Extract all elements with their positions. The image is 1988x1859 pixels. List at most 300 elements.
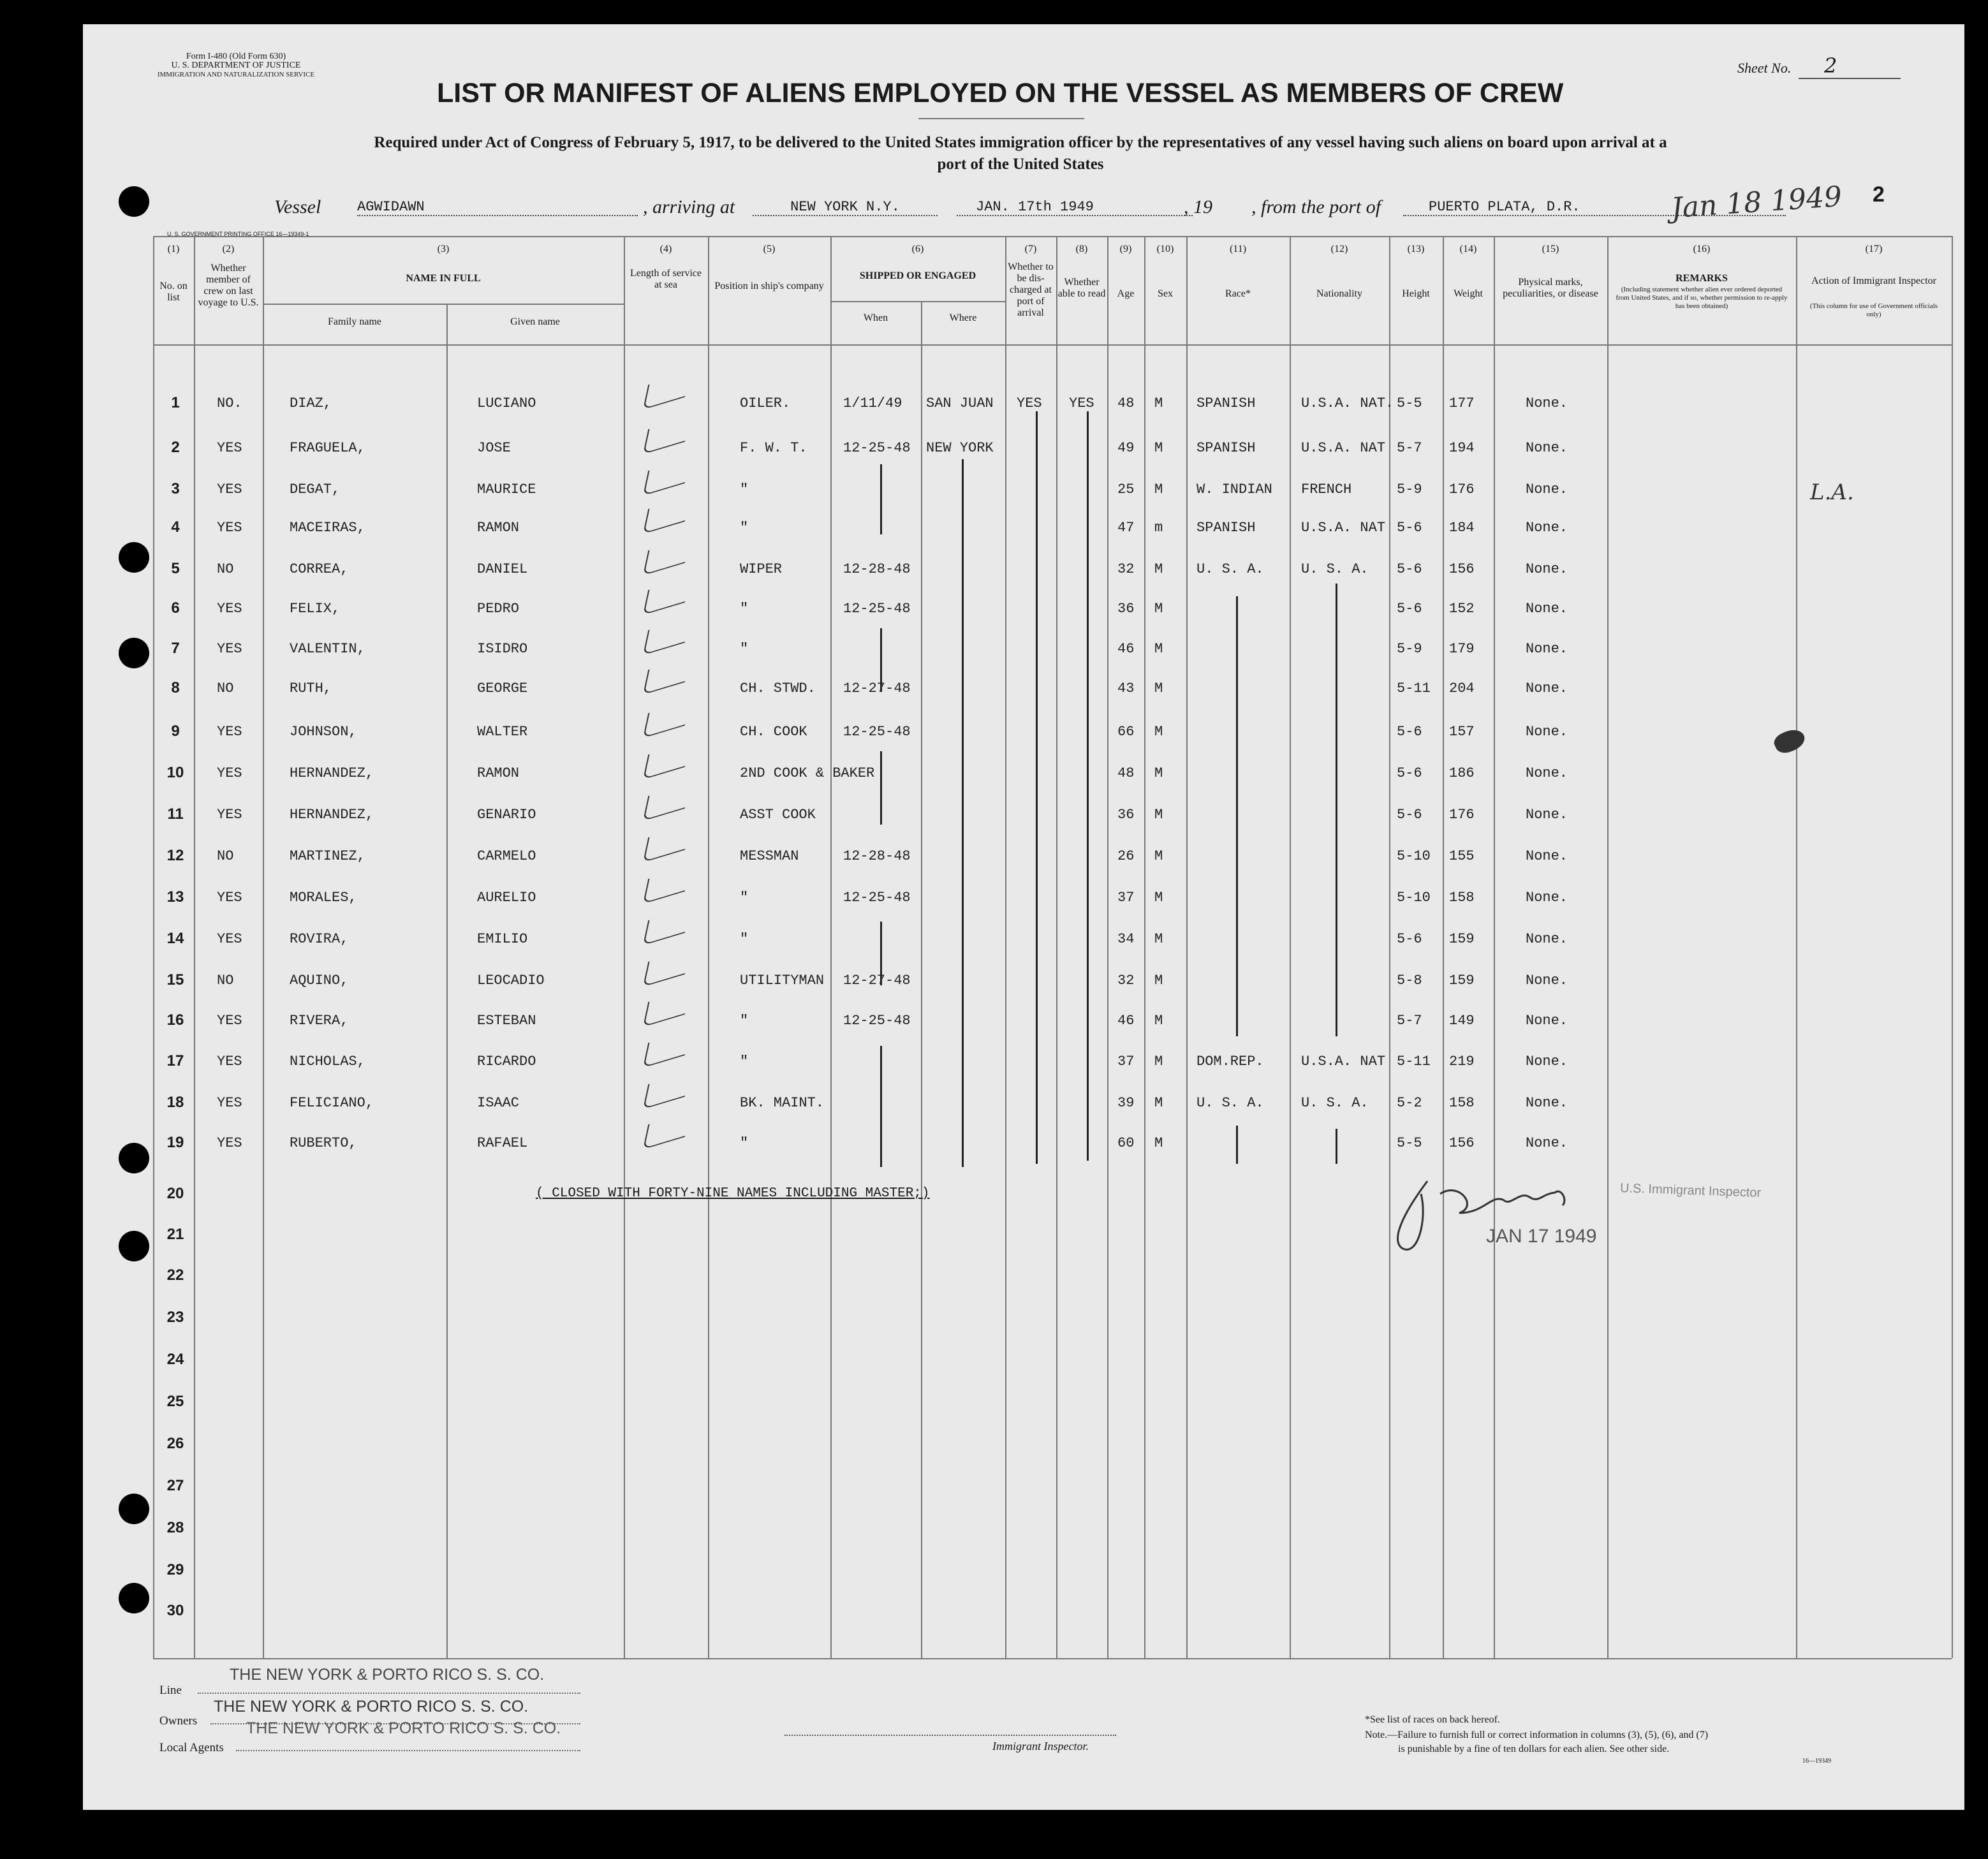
cell-prev: NO	[217, 680, 234, 696]
cell-sex: M	[1154, 601, 1163, 617]
cell-when: 12-27-48	[843, 680, 911, 696]
cell-height: 5-5	[1397, 1135, 1422, 1151]
col-num-12: (12)	[1330, 244, 1348, 254]
cell-weight: 194	[1449, 440, 1475, 456]
row-number: 19	[166, 1134, 184, 1151]
inspector-stamp: U.S. Immigrant Inspector	[1619, 1181, 1762, 1200]
column-divider	[1186, 236, 1188, 1658]
cell-sex: M	[1154, 1013, 1163, 1029]
cell-age: 48	[1117, 395, 1135, 411]
col-header-position: Position in ship's company	[714, 281, 824, 291]
cell-marks: None.	[1526, 641, 1568, 657]
col-header-given: Given name	[510, 316, 560, 327]
cell-race: U. S. A.	[1196, 561, 1264, 577]
agents-label: Local Agents	[159, 1741, 224, 1754]
cell-height: 5-10	[1397, 890, 1431, 906]
cell-age: 32	[1117, 973, 1135, 988]
cell-weight: 176	[1449, 807, 1475, 823]
from-port-label: , from the port of	[1251, 196, 1381, 217]
line-value: THE NEW YORK & PORTO RICO S. S. CO.	[230, 1666, 545, 1684]
ditto-mark	[880, 922, 883, 985]
cell-marks: None.	[1526, 601, 1568, 617]
cell-weight: 204	[1449, 680, 1475, 696]
year-label: , 19	[1184, 196, 1212, 217]
cell-sex: M	[1154, 973, 1163, 988]
stamp-date: JAN 17 1949	[1486, 1226, 1597, 1247]
column-divider	[1443, 236, 1444, 1658]
cell-given: ISIDRO	[477, 641, 528, 657]
col-header-inspector-note: (This column for use of Government officials only)	[1809, 302, 1938, 318]
ditto-mark	[1236, 1126, 1239, 1164]
column-divider	[194, 236, 195, 1658]
inspector-signature-rule	[784, 1735, 1116, 1736]
cell-age: 60	[1117, 1135, 1135, 1151]
row-number: 7	[171, 640, 180, 657]
cell-sex: M	[1154, 807, 1163, 823]
col-num-2: (2)	[222, 244, 235, 254]
cell-marks: None.	[1526, 481, 1568, 497]
cell-marks: None.	[1526, 973, 1568, 988]
cell-given: GEORGE	[477, 680, 528, 696]
col-num-13: (13)	[1407, 244, 1425, 254]
cell-age: 36	[1117, 601, 1135, 617]
cell-position: CH. STWD.	[740, 680, 816, 696]
vessel-label: Vessel	[274, 196, 321, 217]
column-divider	[921, 301, 922, 1658]
table-bottom-border	[153, 1658, 1952, 1659]
col-header-weight: Weight	[1454, 288, 1483, 299]
ditto-mark	[962, 459, 965, 1167]
cell-age: 49	[1117, 440, 1135, 456]
printing-office-note: U. S. GOVERNMENT PRINTING OFFICE 16—19349-1	[167, 231, 309, 237]
col-header-no: No. on list	[159, 281, 188, 303]
cell-sex: M	[1154, 1095, 1163, 1111]
sheet-number: 2	[1799, 54, 1901, 79]
cell-position: "	[740, 890, 749, 906]
cell-age: 46	[1117, 1013, 1135, 1029]
arriving-label: , arriving at	[643, 196, 735, 217]
cell-sex: m	[1154, 520, 1163, 536]
cell-height: 5-9	[1397, 641, 1422, 657]
col-num-7: (7)	[1024, 244, 1037, 254]
binder-hole	[119, 1583, 149, 1613]
cell-family: AQUINO,	[290, 973, 349, 988]
cell-prev: YES	[217, 931, 242, 947]
cell-position: "	[740, 931, 749, 947]
cell-race: SPANISH	[1196, 520, 1256, 536]
cell-marks: None.	[1526, 395, 1568, 411]
cell-position: F. W. T.	[740, 440, 807, 456]
cell-marks: None.	[1526, 724, 1568, 740]
cell-nationality: U.S.A. NAT.	[1301, 395, 1394, 411]
row-number: 16	[166, 1011, 184, 1029]
cell-given: RAMON	[477, 765, 520, 781]
cell-family: VALENTIN,	[290, 641, 365, 657]
column-divider	[1005, 236, 1006, 1658]
binder-hole	[119, 1494, 149, 1524]
binder-hole	[119, 638, 149, 668]
line-rule	[198, 1693, 580, 1694]
cell-given: MAURICE	[477, 481, 536, 497]
cell-family: HERNANDEZ,	[290, 765, 374, 781]
row-number: 27	[166, 1477, 184, 1494]
row-number: 6	[171, 599, 180, 617]
cell-family: DIAZ,	[290, 395, 332, 411]
cell-weight: 159	[1449, 973, 1475, 988]
cell-given: ESTEBAN	[477, 1013, 536, 1029]
cell-marks: None.	[1526, 931, 1568, 947]
col-header-discharged: Whether to be dis-charged at port of arrival	[1008, 261, 1054, 318]
cell-nationality: U.S.A. NAT	[1301, 1054, 1386, 1069]
cell-position: "	[740, 601, 749, 617]
cell-height: 5-9	[1397, 481, 1422, 497]
arriving-place: NEW YORK N.Y.	[753, 199, 938, 216]
cell-given: RAMON	[477, 520, 520, 536]
row-number: 9	[171, 723, 180, 740]
cell-weight: 186	[1449, 765, 1475, 781]
cell-family: JOHNSON,	[290, 724, 357, 740]
row-number: 20	[166, 1185, 184, 1202]
title-underline	[918, 118, 1084, 119]
col-header-shipped: SHIPPED OR ENGAGED	[859, 270, 976, 281]
column-divider	[1952, 236, 1953, 1658]
cell-race: SPANISH	[1196, 440, 1256, 456]
cell-sex: M	[1154, 440, 1163, 456]
cell-given: PEDRO	[477, 601, 520, 617]
col-header-sex: Sex	[1158, 288, 1173, 299]
cell-weight: 156	[1449, 561, 1475, 577]
col-header-family: Family name	[328, 316, 381, 327]
form-number: Form I-480 (Old Form 630)	[186, 52, 286, 61]
fine-note-1: Note.—Failure to furnish full or correct information in columns (3), (5), (6), and (7)	[1365, 1730, 1709, 1740]
cell-nationality: U.S.A. NAT	[1301, 440, 1386, 456]
cell-weight: 177	[1449, 395, 1475, 411]
cell-prev: NO.	[217, 395, 242, 411]
cell-marks: None.	[1526, 680, 1568, 696]
cell-prev: NO	[217, 848, 234, 864]
cell-age: 34	[1117, 931, 1135, 947]
col-header-read: Whether able to read	[1057, 277, 1106, 299]
cell-position: "	[740, 1135, 749, 1151]
row-number: 1	[171, 394, 180, 411]
cell-height: 5-5	[1397, 395, 1422, 411]
row-number: 23	[166, 1309, 184, 1326]
cell-given: WALTER	[477, 724, 528, 740]
ditto-mark	[1236, 596, 1239, 1036]
cell-position: WIPER	[740, 561, 783, 577]
cell-family: HERNANDEZ,	[290, 807, 374, 823]
form-subtitle-2: port of the United States	[937, 156, 1104, 173]
row-number: 30	[166, 1602, 184, 1619]
binder-hole	[119, 1231, 149, 1261]
cell-age: 46	[1117, 641, 1135, 657]
cell-given: GENARIO	[477, 807, 536, 823]
row-number: 26	[166, 1435, 184, 1452]
cell-family: DEGAT,	[290, 481, 341, 497]
cell-when: 12-28-48	[843, 848, 911, 864]
cell-marks: None.	[1526, 520, 1568, 536]
cell-where: NEW YORK	[926, 440, 994, 456]
cell-family: RIVERA,	[290, 1013, 349, 1029]
cell-weight: 159	[1449, 931, 1475, 947]
cell-position: "	[740, 520, 749, 536]
cell-weight: 149	[1449, 1013, 1475, 1029]
cell-prev: YES	[217, 641, 242, 657]
row-number: 15	[166, 971, 184, 988]
handwritten-date: Jan 18 1949	[1670, 180, 1843, 225]
binder-hole	[119, 542, 149, 573]
cell-family: FRAGUELA,	[290, 440, 365, 456]
binder-hole	[119, 186, 149, 217]
row-number: 22	[166, 1267, 184, 1284]
cell-family: ROVIRA,	[290, 931, 349, 947]
row-number: 12	[166, 847, 184, 864]
column-divider	[1389, 236, 1390, 1658]
row-number: 14	[166, 930, 184, 947]
department-name: U. S. DEPARTMENT OF JUSTICE	[171, 61, 301, 70]
cell-given: LUCIANO	[477, 395, 536, 411]
closing-note: ( CLOSED WITH FORTY-NINE NAMES INCLUDING MASTER;)	[536, 1186, 930, 1201]
cell-marks: None.	[1526, 807, 1568, 823]
cell-weight: 158	[1449, 1095, 1475, 1111]
cell-prev: YES	[217, 481, 242, 497]
inspector-initials: L.A.	[1810, 480, 1854, 505]
cell-weight: 184	[1449, 520, 1475, 536]
cell-height: 5-6	[1397, 807, 1422, 823]
col-header-name: NAME IN FULL	[406, 273, 481, 284]
cell-marks: None.	[1526, 848, 1568, 864]
col-num-17: (17)	[1865, 244, 1883, 254]
col-header-race: Race*	[1225, 288, 1251, 299]
cell-height: 5-6	[1397, 765, 1422, 781]
cell-height: 5-6	[1397, 561, 1422, 577]
cell-where: SAN JUAN	[926, 395, 994, 411]
cell-height: 5-7	[1397, 440, 1422, 456]
vessel-name: AGWIDAWN	[357, 199, 638, 216]
cell-marks: None.	[1526, 1095, 1568, 1111]
row-number: 29	[166, 1561, 184, 1578]
cell-given: ISAAC	[477, 1095, 520, 1111]
cell-sex: M	[1154, 1135, 1163, 1151]
cell-when: 12-25-48	[843, 724, 911, 740]
column-divider	[446, 304, 448, 1658]
cell-age: 36	[1117, 807, 1135, 823]
cell-age: 39	[1117, 1095, 1135, 1111]
row-number: 21	[166, 1226, 184, 1243]
cell-prev: YES	[217, 890, 242, 906]
col-header-remarks-note: (Including statement whether alien ever ordered deported from United States, and if so, whether permission to re-apply has been obtained)	[1616, 286, 1788, 310]
cell-nationality: U.S.A. NAT	[1301, 520, 1386, 536]
cell-position: 2ND COOK & BAKER	[740, 765, 875, 781]
cell-sex: M	[1154, 395, 1163, 411]
cell-weight: 158	[1449, 890, 1475, 906]
cell-marks: None.	[1526, 1013, 1568, 1029]
cell-race: DOM.REP.	[1196, 1054, 1264, 1069]
cell-race: U. S. A.	[1196, 1095, 1264, 1111]
col-header-age: Age	[1117, 288, 1135, 299]
cell-sex: M	[1154, 641, 1163, 657]
cell-age: 37	[1117, 1054, 1135, 1069]
cell-sex: M	[1154, 848, 1163, 864]
column-divider	[1107, 236, 1108, 1658]
col-header-when: When	[863, 312, 888, 323]
races-note: *See list of races on back hereof.	[1365, 1714, 1500, 1725]
cell-when: 12-25-48	[843, 601, 911, 617]
cell-age: 47	[1117, 520, 1135, 536]
cell-weight: 156	[1449, 1135, 1475, 1151]
col-num-11: (11)	[1229, 244, 1247, 254]
cell-position: CH. COOK	[740, 724, 807, 740]
cell-height: 5-6	[1397, 520, 1422, 536]
cell-height: 5-8	[1397, 973, 1422, 988]
form-title: LIST OR MANIFEST OF ALIENS EMPLOYED ON THE VESSEL AS MEMBERS OF CREW	[437, 78, 1564, 108]
cell-nationality: U. S. A.	[1301, 1095, 1369, 1111]
cell-height: 5-10	[1397, 848, 1431, 864]
cell-marks: None.	[1526, 1054, 1568, 1069]
cell-prev: YES	[217, 601, 242, 617]
cell-discharged: YES	[1017, 395, 1042, 411]
cell-read: YES	[1069, 395, 1094, 411]
cell-given: EMILIO	[477, 931, 528, 947]
cell-prev: NO	[217, 561, 234, 577]
col-num-1: (1)	[167, 244, 180, 254]
column-divider	[263, 236, 264, 1658]
cell-position: OILER.	[740, 395, 791, 411]
cell-sex: M	[1154, 1054, 1163, 1069]
corner-number: 2	[1873, 182, 1885, 207]
col-num-3: (3)	[437, 244, 450, 254]
cell-sex: M	[1154, 481, 1163, 497]
cell-prev: YES	[217, 440, 242, 456]
cell-family: MARTINEZ,	[290, 848, 365, 864]
cell-age: 66	[1117, 724, 1135, 740]
cell-age: 48	[1117, 765, 1135, 781]
cell-height: 5-11	[1397, 680, 1431, 696]
cell-family: FELICIANO,	[290, 1095, 374, 1111]
col-num-10: (10)	[1156, 244, 1174, 254]
cell-position: "	[740, 481, 749, 497]
row-number: 11	[167, 805, 184, 823]
col-num-6: (6)	[911, 244, 924, 254]
col-num-8: (8)	[1075, 244, 1088, 254]
binder-hole	[119, 1143, 149, 1173]
cell-prev: YES	[217, 1013, 242, 1029]
cell-position: "	[740, 1013, 749, 1029]
cell-weight: 179	[1449, 641, 1475, 657]
cell-when: 12-25-48	[843, 440, 911, 456]
ditto-mark	[1036, 411, 1039, 1164]
ditto-mark	[880, 464, 883, 534]
form-info	[147, 52, 325, 79]
cell-race: SPANISH	[1196, 395, 1256, 411]
cell-position: MESSMAN	[740, 848, 799, 864]
cell-given: JOSE	[477, 440, 511, 456]
cell-marks: None.	[1526, 765, 1568, 781]
cell-height: 5-11	[1397, 1054, 1431, 1069]
column-divider	[708, 236, 709, 1658]
cell-height: 5-6	[1397, 724, 1422, 740]
cell-given: RAFAEL	[477, 1135, 528, 1151]
cell-family: MORALES,	[290, 890, 357, 906]
agents-rule	[236, 1750, 580, 1751]
column-divider	[1494, 236, 1495, 1658]
cell-family: NICHOLAS,	[290, 1054, 365, 1069]
row-number: 25	[166, 1393, 184, 1410]
cell-marks: None.	[1526, 1135, 1568, 1151]
ditto-mark	[1087, 411, 1090, 1161]
ditto-mark	[880, 628, 883, 692]
column-divider	[1607, 236, 1609, 1658]
cell-sex: M	[1154, 561, 1163, 577]
ditto-mark	[880, 1046, 883, 1167]
service-name: IMMIGRATION AND NATURALIZATION SERVICE	[157, 71, 315, 78]
cell-prev: YES	[217, 1095, 242, 1111]
sheet-label: Sheet No.	[1737, 60, 1792, 76]
col-header-nationality: Nationality	[1316, 288, 1362, 299]
ditto-mark	[1336, 1129, 1339, 1164]
row-number: 5	[171, 560, 180, 577]
cell-when: 1/11/49	[843, 395, 902, 411]
fine-note-2: is punishable by a fine of ten dollars for each alien. See other side.	[1398, 1744, 1670, 1754]
cell-race: W. INDIAN	[1196, 481, 1272, 497]
cell-family: FELIX,	[290, 601, 341, 617]
cell-position: UTILITYMAN	[740, 973, 825, 988]
column-divider	[1796, 236, 1797, 1658]
owners-label: Owners	[159, 1714, 198, 1728]
cell-position: ASST COOK	[740, 807, 816, 823]
cell-family: RUTH,	[290, 680, 332, 696]
from-port: PUERTO PLATA, D.R.	[1403, 199, 1786, 216]
cell-nationality: U. S. A.	[1301, 561, 1369, 577]
cell-sex: M	[1154, 890, 1163, 906]
ditto-mark	[880, 751, 883, 825]
row-number: 8	[171, 679, 180, 696]
cell-given: RICARDO	[477, 1054, 536, 1069]
row-number: 24	[166, 1351, 184, 1368]
row-number: 17	[166, 1052, 184, 1069]
row-number: 2	[171, 439, 180, 456]
cell-marks: None.	[1526, 890, 1568, 906]
col-num-15: (15)	[1542, 244, 1559, 254]
cell-sex: M	[1154, 765, 1163, 781]
cell-age: 25	[1117, 481, 1135, 497]
cell-prev: YES	[217, 807, 242, 823]
row-number: 18	[166, 1094, 184, 1111]
cell-position: BK. MAINT.	[740, 1095, 825, 1111]
row-number: 28	[166, 1519, 184, 1536]
ditto-mark	[1336, 584, 1339, 1036]
shipped-subheader-line	[830, 301, 1005, 302]
column-divider	[1144, 236, 1145, 1658]
cell-prev: YES	[217, 765, 242, 781]
cell-weight: 152	[1449, 601, 1475, 617]
col-header-remarks: REMARKS	[1675, 273, 1728, 284]
cell-prev: YES	[217, 1054, 242, 1069]
cell-position: "	[740, 1054, 749, 1069]
cell-height: 5-6	[1397, 931, 1422, 947]
line-label: Line	[159, 1684, 182, 1697]
cell-given: CARMELO	[477, 848, 536, 864]
col-num-16: (16)	[1693, 244, 1711, 254]
agents-value: THE NEW YORK & PORTO RICO S. S. CO.	[246, 1719, 561, 1737]
footer-form-code: 16—19349	[1802, 1758, 1831, 1765]
row-number: 13	[166, 888, 184, 906]
col-header-inspector: Action of Immigrant Inspector	[1811, 276, 1936, 286]
column-divider	[1290, 236, 1291, 1658]
col-header-marks: Physical marks, peculiarities, or disease	[1503, 277, 1598, 299]
form-subtitle: Required under Act of Congress of February 5, 1917, to be delivered to the United States immigration officer by the representatives of any vessel having such aliens on board upon arrival at a	[374, 134, 1667, 151]
cell-weight: 157	[1449, 724, 1475, 740]
